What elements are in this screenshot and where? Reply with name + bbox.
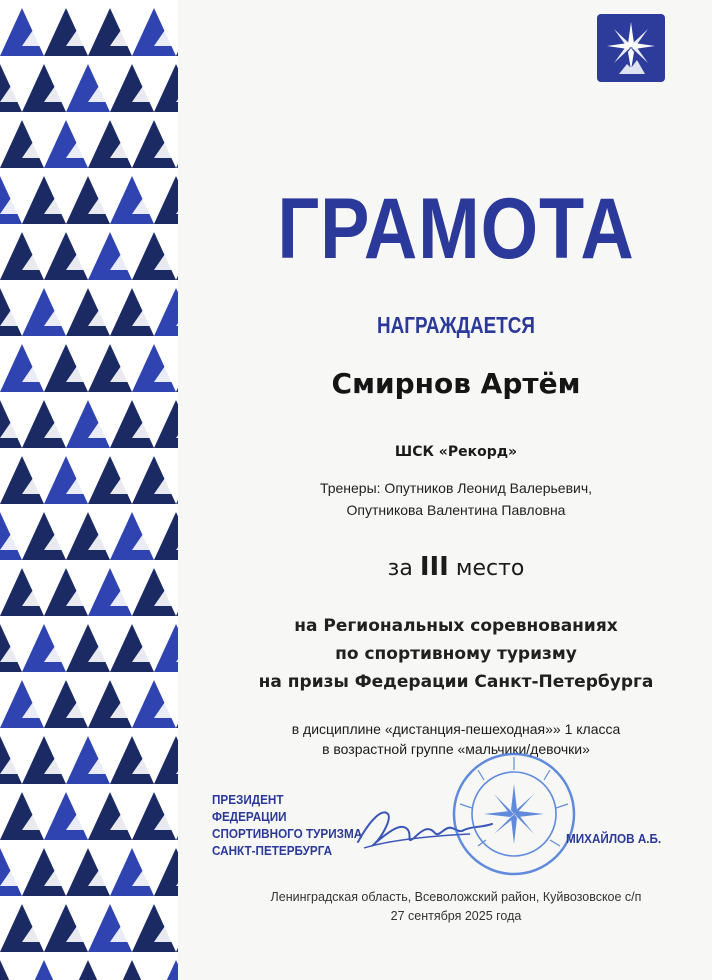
location-and-date — [200, 888, 712, 926]
club-name: ШСК «Рекорд» — [394, 444, 518, 460]
place-suffix: место — [455, 556, 525, 581]
recipient-name: Смирнов Артём — [331, 367, 581, 400]
place-value: III — [419, 552, 449, 582]
position-line-4: САНКТ-ПЕТЕРБУРГА — [212, 843, 333, 858]
signer-name: МИХАЙЛОВ А.Б. — [566, 831, 662, 846]
certificate-title: ГРАМОТА — [277, 181, 635, 277]
event-date: 27 сентября 2025 года — [390, 909, 522, 923]
age-group-line: в возрастной группе «мальчики/девочки» — [322, 741, 590, 757]
position-line-1: ПРЕЗИДЕНТ — [212, 792, 284, 807]
place-line — [200, 552, 712, 582]
federation-stamp-icon — [450, 750, 578, 878]
position-line-3: СПОРТИВНОГО ТУРИЗМА — [212, 826, 363, 841]
compass-rose-mountain-icon — [597, 14, 665, 82]
event-location: Ленинградская область, Всеволожский район, Куйвозовское с/п — [270, 890, 642, 904]
competition-line-2: по спортивному туризму — [335, 644, 577, 664]
competition-line-3: на призы Федерации Санкт-Петербурга — [258, 672, 654, 692]
signer-position — [212, 791, 362, 859]
federation-logo — [597, 14, 665, 82]
competition-line-1: на Региональных соревнованиях — [294, 616, 618, 636]
place-prefix: за — [387, 556, 413, 581]
coaches-line-2: Опутникова Валентина Павловна — [346, 502, 566, 518]
awarded-label: НАГРАЖДАЕТСЯ — [377, 312, 535, 338]
position-line-2: ФЕДЕРАЦИИ — [212, 809, 287, 824]
coaches-line-1: Тренеры: Опутников Леонид Валерьевич, — [319, 480, 593, 496]
decorative-triangle-pattern — [0, 0, 178, 980]
discipline-line: в дисциплине «дистанция-пешеходная»» 1 класса — [291, 721, 621, 737]
